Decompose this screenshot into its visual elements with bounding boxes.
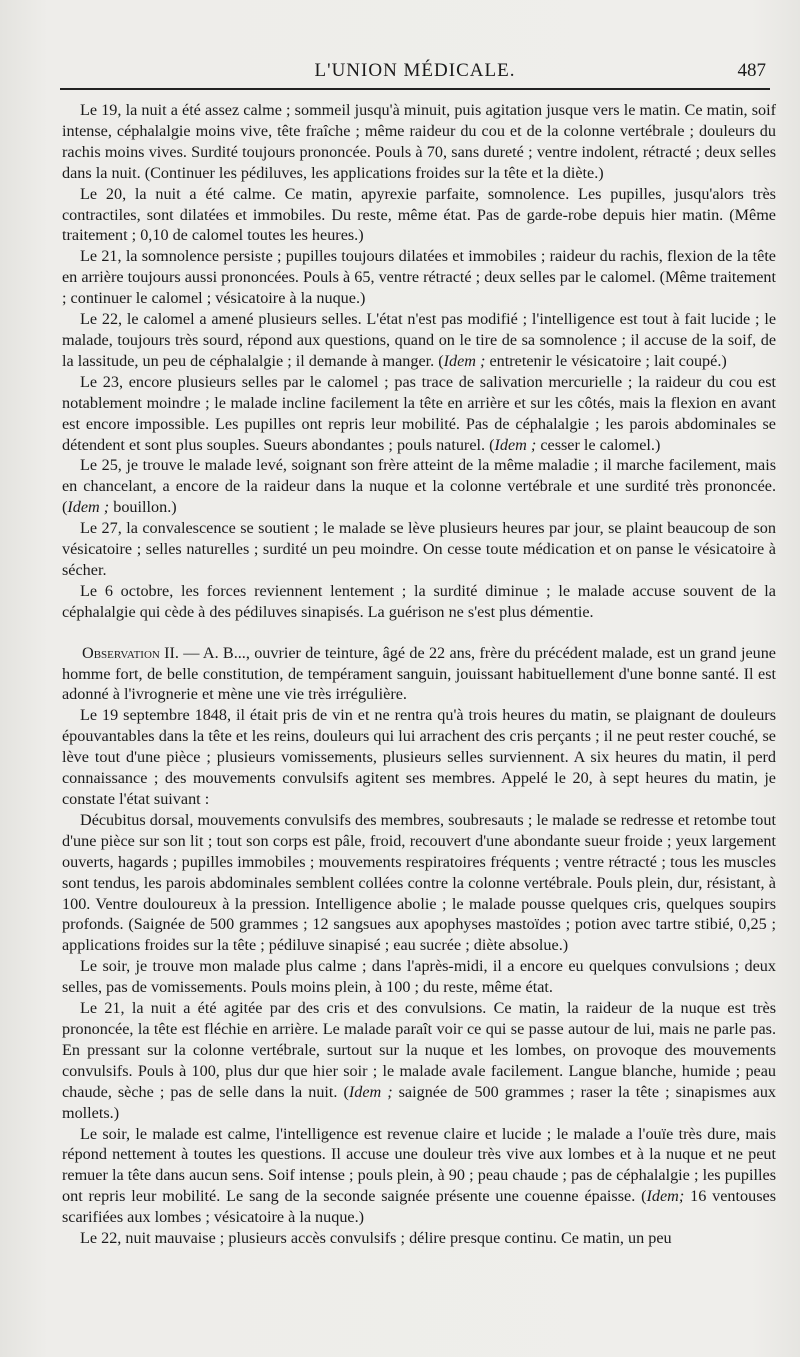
observation-heading-paragraph	[62, 643, 776, 706]
paragraph-text: Le 6 octobre, les forces reviennent lentement ; la surdité diminue ; le malade accuse souvent de la céphalalgie qui cède à des pédiluves sinapisés. La guérison ne s'est plus démentie.	[62, 581, 776, 621]
page-number: 487	[737, 60, 766, 81]
text-paragraph	[62, 998, 776, 1123]
text-paragraph	[62, 518, 776, 581]
paragraph-text: Le 22, nuit mauvaise ; plusieurs accès convulsifs ; délire presque continu. Ce matin, un peu	[80, 1229, 672, 1248]
italic-text: Idem ;	[348, 1082, 393, 1101]
text-paragraph	[62, 309, 776, 372]
paragraph-text: Le soir, je trouve mon malade plus calme ; dans l'après-midi, il a encore eu quelques convulsions ; deux selles, pas de vomissements. Pouls moins plein, à 100 ; du reste, même état.	[62, 957, 776, 997]
text-paragraph	[62, 372, 776, 456]
text-paragraph	[62, 705, 776, 810]
paragraph-text: Le 21, la nuit a été agitée par des cris et des convulsions. Ce matin, la raideur de la nuque est très prononcée, la tête est fléchie en arrière. Le malade paraît voir ce qui se passe autour de lui, mais ne parle pas. En pressant sur la colonne vertébrale, surtout sur la nuque et les lombes, on provoque des mouvements convulsifs. Pouls à 100, plus dur que hier soir ; le malade avale facilement. Langue blanche, humide ; peau chaude, sèche ; pas de selle dans la nuit. (	[62, 999, 776, 1101]
paragraph-text: Le 23, encore plusieurs selles par le calomel ; pas trace de salivation mercurielle ; la raideur du cou est notablement moindre ; le malade incline facilement la tête en arrière et sur les côtés, mais la flexion en avant est encore impossible. Les pupilles ont repris leur mobilité. Pas de céphalalgie ; les parois abdominales se détendent et sont plus souples. Sueurs abondantes ; pouls naturel. (	[62, 372, 776, 454]
paragraph-text: Le 19, la nuit a été assez calme ; sommeil jusqu'à minuit, puis agitation jusque vers le matin. Ce matin, soif intense, céphalalgie moins vive, tête fraîche ; même raideur du cou et de la colonne vertébrale ; douleurs du rachis moins vives. Surdité toujours prononcée. Pouls à 70, sans dureté ; ventre indolent, rétracté ; deux selles dans la nuit. (Continuer les pédiluves, les applications froides sur la tête et la diète.)	[62, 101, 776, 182]
text-paragraph	[62, 810, 776, 956]
header-rule	[60, 88, 770, 90]
body-text	[62, 100, 776, 1249]
paragraph-text: — A. B..., ouvrier de teinture, âgé de 22 ans, frère du précédent malade, est un grand jeune homme fort, de belle constitution, de tempérament sanguin, jouissant habituellement d'une bonne santé. Il est adonné à l'ivrognerie et mène une vie très irrégulière.	[62, 643, 776, 704]
paragraph-text: Décubitus dorsal, mouvements convulsifs des membres, soubresauts ; le malade se redresse et retombe tout d'une pièce sur son lit ; tout son corps est pâle, froid, recouvert d'une abondante sueur froide ; yeux largement ouverts, hagards ; pupilles immobiles ; mouvements respiratoires fréquents ; ventre rétracté ; tous les muscles sont tendus, les parois abdominales semblent collées contre la colonne vertébrale. Pouls plein, dur, résistant, à 100. Ventre douloureux à la pression. Intelligence abolie ; le malade pousse quelques cris, quelques soupirs profonds. (Saignée de 500 grammes ; 12 sangsues aux apophyses mastoïdes ; potion avec tartre stibié, 0,25 ; applications froides sur la tête ; pédiluve sinapisé ; eau sucrée ; diète absolue.)	[62, 810, 776, 955]
paragraph-text: Le 20, la nuit a été calme. Ce matin, apyrexie parfaite, somnolence. Les pupilles, jusqu'alors très contractiles, sont dilatées et immobiles. Du reste, même état. Pas de garde-robe depuis hier matin. (Même traitement ; 0,10 de calomel toutes les heures.)	[62, 184, 776, 245]
text-paragraph	[62, 100, 776, 184]
paragraph-text: Le 19 septembre 1848, il était pris de vin et ne rentra qu'à trois heures du matin, se plaignant de douleurs épouvantables dans la tête et les reins, douleurs qui lui arrachent des cris perçants ; il ne peut rester couché, se lève tout d'une pièce ; plusieurs vomissements, plusieurs selles surviennent. A six heures du matin, il perd connaissance ; des mouvements convulsifs agitent ses membres. Appelé le 20, à sept heures du matin, je constate l'état suivant :	[62, 706, 776, 808]
paragraph-text: entretenir le vésicatoire ; lait coupé.)	[485, 351, 727, 370]
observation-label: Observation II.	[82, 643, 179, 662]
italic-text: Idem;	[646, 1187, 685, 1206]
paragraph-text: cesser le calomel.)	[536, 435, 661, 454]
italic-text: Idem ;	[494, 435, 537, 454]
text-paragraph	[62, 1228, 776, 1249]
italic-text: Idem ;	[443, 351, 486, 370]
text-paragraph	[62, 956, 776, 998]
text-paragraph	[62, 581, 776, 623]
text-paragraph	[62, 1124, 776, 1229]
paragraph-text: Le 22, le calomel a amené plusieurs selles. L'état n'est pas modifié ; l'intelligence est tout à fait lucide ; le malade, toujours très sourd, répond aux questions, quand on le tire de sa somnolence ; il accuse de la soif, de la lassitude, un peu de céphalalgie ; il demande à manger. (	[62, 310, 776, 370]
paragraph-text: Le 21, la somnolence persiste ; pupilles toujours dilatées et immobiles ; raideur du rachis, flexion de la tête en arrière toujours aussi prononcées. Pouls à 65, ventre rétracté ; deux selles par le calomel. (Même traitement ; continuer le calomel ; vésicatoire à la nuque.)	[62, 247, 776, 308]
paragraph-text: Le soir, le malade est calme, l'intelligence est revenue claire et lucide ; le malade a l'ouïe très dure, mais répond nettement à toutes les questions. Il accuse une douleur très vive aux lombes et à la nuque et ne peut remuer la tête dans aucun sens. Soif intense ; pouls plein, à 90 ; peau chaude ; pas de céphalalgie ; les pupilles ont repris leur mobilité. Le sang de la seconde saignée présente une couenne épaisse. (	[62, 1124, 776, 1206]
paragraph-text: bouillon.)	[109, 498, 177, 517]
italic-text: Idem ;	[67, 498, 110, 517]
paragraph-text: saignée de 500 grammes ; raser la tête ; sinapismes aux mollets.)	[62, 1082, 777, 1122]
page-header	[60, 52, 770, 92]
paragraph-text: Le 25, je trouve le malade levé, soignant son frère atteint de la même maladie ; il marche facilement, mais en chancelant, a encore de la raideur dans la nuque et la colonne vertébrale et une surdité très prononcée. (	[62, 456, 776, 517]
text-paragraph	[62, 455, 776, 518]
text-paragraph	[62, 246, 776, 309]
running-title: L'UNION MÉDICALE.	[314, 60, 516, 81]
text-paragraph	[62, 184, 776, 247]
paragraph-text: Le 27, la convalescence se soutient ; le malade se lève plusieurs heures par jour, se plaint beaucoup de son vésicatoire ; selles naturelles ; surdité un peu moindre. On cesse toute médication et on panse le vésicatoire à sécher.	[62, 519, 776, 579]
paragraph-text: 16 ventouses scarifiées aux lombes ; vésicatoire à la nuque.)	[62, 1187, 776, 1227]
